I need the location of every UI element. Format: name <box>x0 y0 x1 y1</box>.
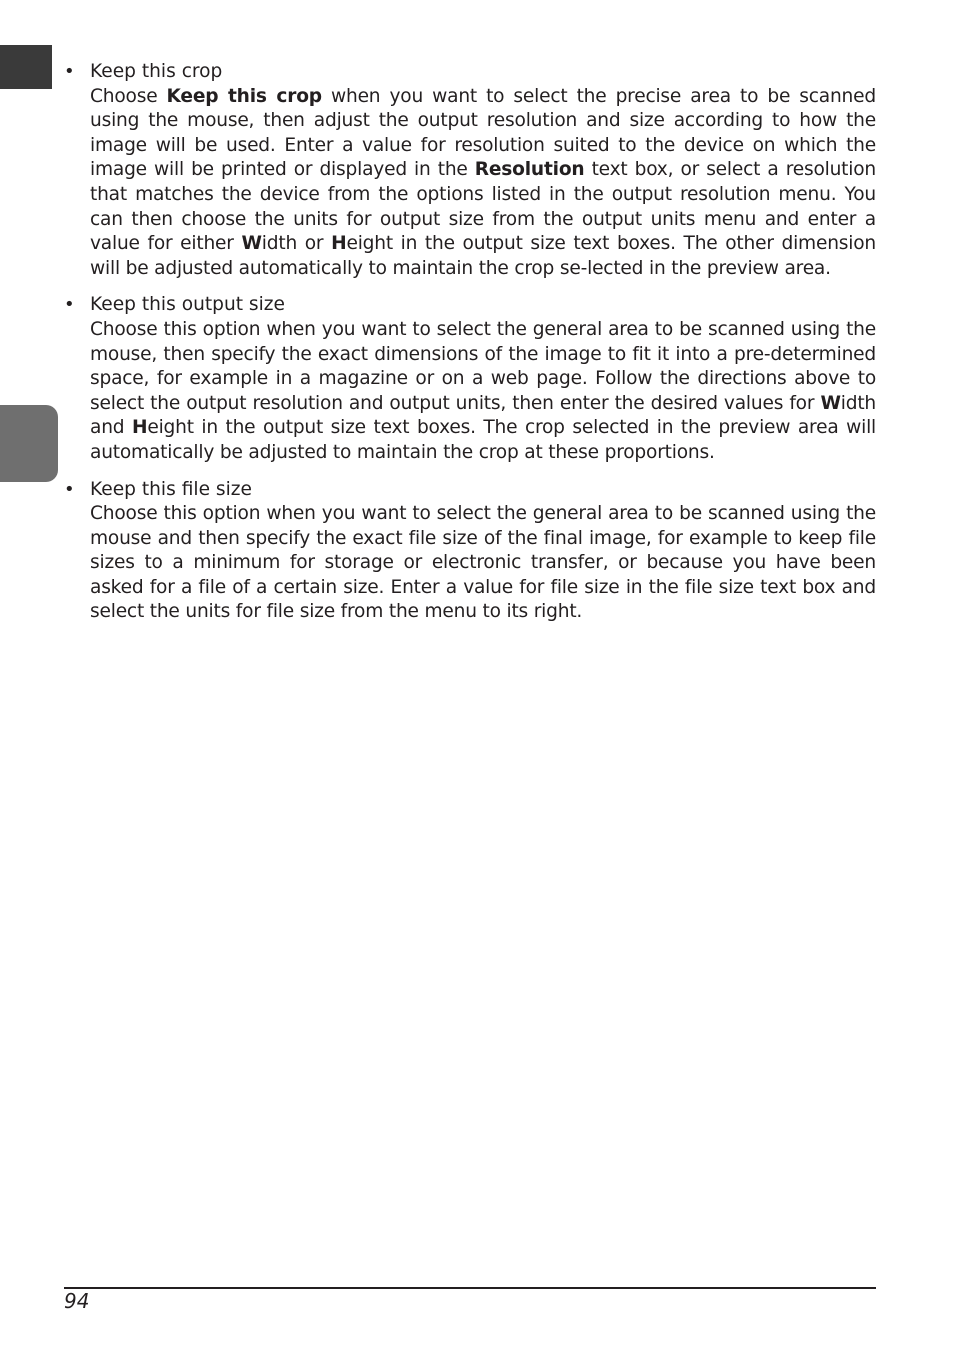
page-number: 94 <box>64 1289 90 1313</box>
section-tab-marker <box>0 405 58 482</box>
body-text: idth or <box>261 233 332 255</box>
list-item-keep-file-size <box>62 478 876 626</box>
list-item-keep-crop <box>62 60 876 281</box>
chapter-tab-marker <box>0 45 52 89</box>
bullet: • <box>64 61 75 82</box>
body-text: eight in the output size text boxes. The other dimension will be adjusted automatically to maintain the crop se-lected in the preview area. <box>90 233 877 279</box>
footer-rule <box>64 1287 876 1289</box>
bold-term: Resolution <box>474 159 585 181</box>
bold-term: W <box>820 392 841 414</box>
bullet: • <box>64 294 75 316</box>
body-text: Choose this option when you want to select the general area to be scanned using the mouse, then specify the exact dimensions of the image to fit it into a pre-determined space, for example in a magazine or on a web page. Follow the directions above to select the output resolution and output units, then enter the desired values for <box>90 318 876 414</box>
body-text: idth and <box>90 392 876 439</box>
bold-term: W <box>241 233 262 255</box>
bold-term: Keep this crop <box>166 85 322 107</box>
item-title: Keep this crop <box>90 61 223 82</box>
item-body <box>90 502 876 625</box>
bullet: • <box>64 478 75 500</box>
bold-term: H <box>131 417 148 439</box>
body-text: Choose this option when you want to select the general area to be scanned using the mouse and then specify the exact file size of the final image, for example to keep file sizes to a minimum for storage or electronic transfer, or because you have been asked for a file of a certain size. Enter a value for file size in the file size text box and select the units for file size from the menu to its right. <box>90 503 876 623</box>
body-text: Choose <box>90 85 167 107</box>
item-body <box>90 318 876 466</box>
main-content <box>62 60 876 637</box>
bold-term: H <box>331 233 347 255</box>
item-body <box>90 85 876 282</box>
body-text: text box, or select a resolution that matches the device from the options listed in the output resolution menu. You can then choose the units for output size from the output units menu and enter a value for either <box>90 159 876 255</box>
item-title: Keep this file size <box>90 478 252 500</box>
list-item-keep-output-size <box>62 293 876 465</box>
body-text: when you want to select the precise area to be scanned using the mouse, then adjust the output resolution and size according to how the image will be used. Enter a value for resolution suited to the device on which the image will be printed or displayed in the <box>90 85 876 181</box>
body-text: eight in the output size text boxes. The crop selected in the preview area will automatically be adjusted to maintain the crop at these proportions. <box>90 417 876 463</box>
item-title: Keep this output size <box>90 294 285 316</box>
